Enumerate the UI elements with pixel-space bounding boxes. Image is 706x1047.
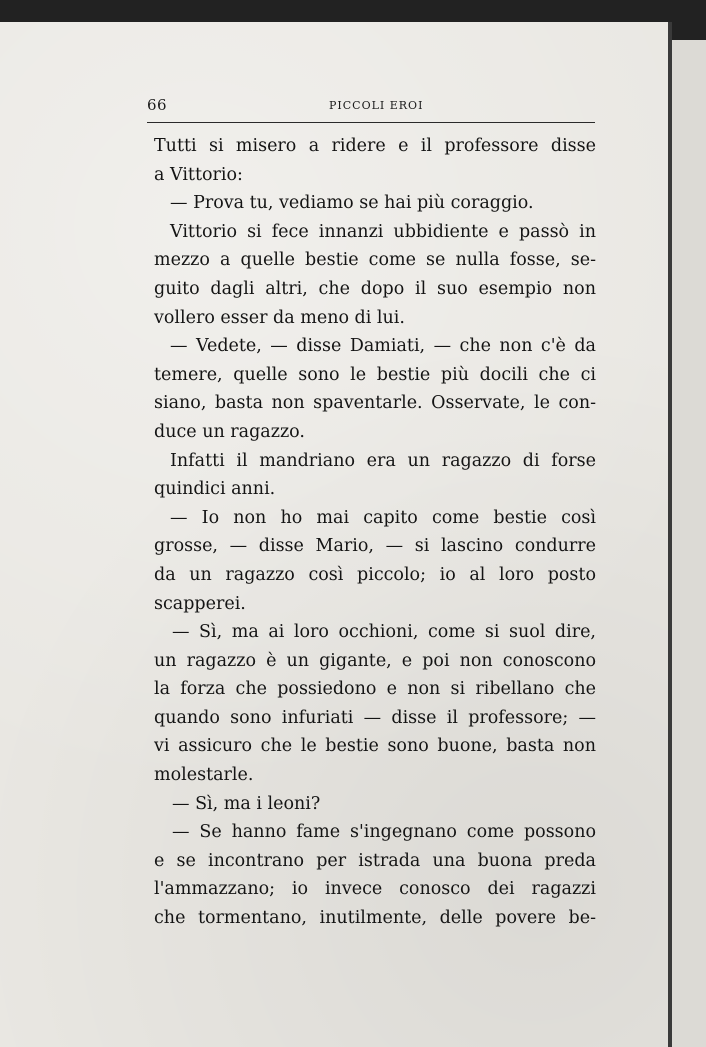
header-rule [147, 122, 595, 123]
text-line: Vittorio si fece innanzi ubbidiente e passò in [170, 221, 596, 242]
text-line: vollero esser da meno di lui. [154, 307, 405, 328]
text-line: molestarle. [154, 765, 254, 786]
text-line: e se incontrano per istrada una buona preda [154, 850, 596, 871]
adjacent-page-edge [672, 40, 706, 1047]
text-line: — Se hanno fame s'ingegnano come possono [172, 822, 596, 843]
text-line: duce un ragazzo. [154, 421, 305, 442]
text-line: a Vittorio: [154, 164, 243, 185]
text-line: siano, basta non spaventarle. Osservate, le con- [154, 393, 596, 414]
page-header [147, 96, 595, 118]
text-line: guito dagli altri, che dopo il suo esempio non [154, 278, 596, 299]
text-line: — Io non ho mai capito come bestie così [170, 507, 596, 528]
text-line: la forza che possiedono e non si ribellano che [154, 679, 596, 700]
text-line: un ragazzo è un gigante, e poi non conoscono [154, 650, 596, 671]
text-line: quando sono infuriati — disse il professore; — [154, 707, 596, 728]
running-title: PICCOLI EROI [329, 99, 424, 112]
text-line: da un ragazzo così piccolo; io al loro posto [154, 564, 596, 585]
page-number: 66 [147, 96, 168, 114]
text-line: l'ammazzano; io invece conosco dei ragazzi [154, 879, 596, 900]
text-line: — Prova tu, vediamo se hai più coraggio. [170, 193, 534, 214]
text-line: grosse, — disse Mario, — si lascino condurre [154, 536, 596, 557]
text-line: Tutti si misero a ridere e il professore disse [154, 136, 596, 156]
text-line: mezzo a quelle bestie come se nulla fosse, se- [154, 250, 596, 271]
text-line: — Sì, ma ai loro occhioni, come si suol dire, [172, 622, 596, 643]
text-line: — Vedete, — disse Damiati, — che non c'è da [170, 336, 596, 357]
body-text [154, 132, 596, 933]
text-line: — Sì, ma i leoni? [172, 793, 321, 814]
text-line: che tormentano, inutilmente, delle povere be- [154, 908, 596, 929]
text-line: temere, quelle sono le bestie più docili che ci [154, 364, 596, 385]
text-line: quindici anni. [154, 479, 276, 500]
text-line: Infatti il mandriano era un ragazzo di forse [170, 450, 596, 471]
text-line: scapperei. [154, 593, 246, 614]
text-line: vi assicuro che le bestie sono buone, basta non [154, 736, 596, 757]
